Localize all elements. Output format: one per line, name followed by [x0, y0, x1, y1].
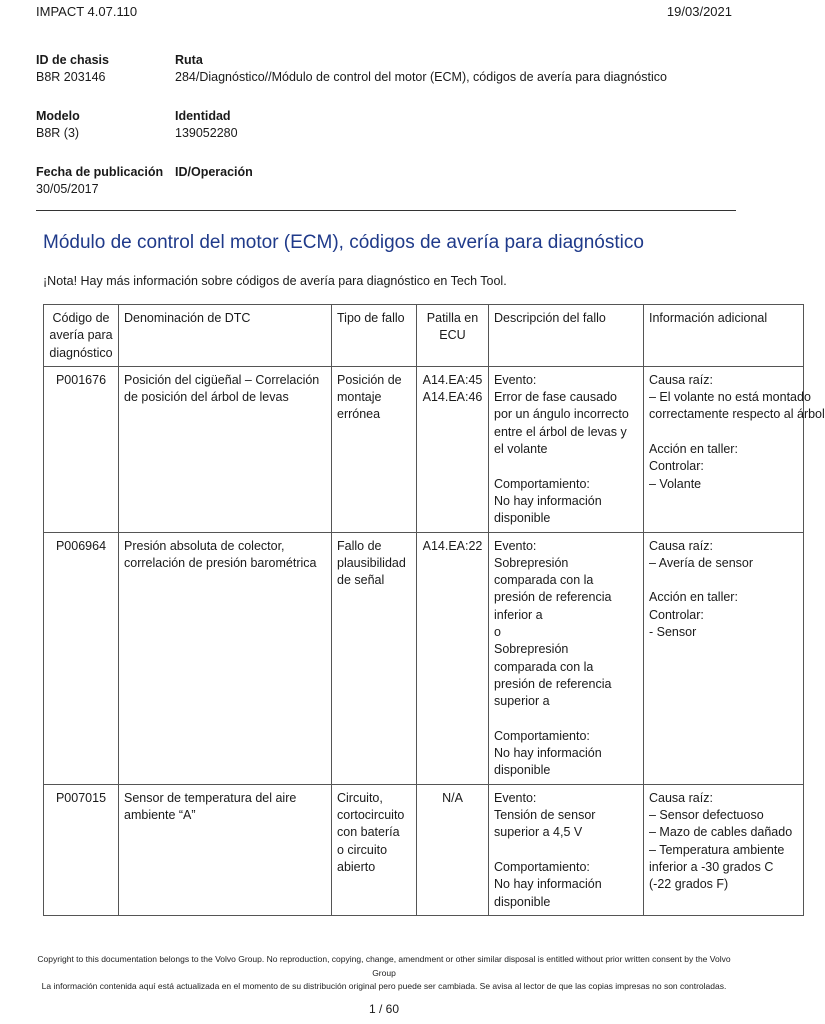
cell-line: Acción en taller:: [649, 590, 738, 605]
cell-line: Sobrepresión: [494, 642, 569, 657]
cell-line: Evento:: [494, 538, 537, 553]
cell-line: Causa raíz:: [649, 538, 713, 553]
cell-line: – El volante no está montado: [649, 390, 811, 405]
table-row: [44, 366, 804, 532]
cell-line: el volante: [494, 442, 548, 457]
header-fault-description: [489, 305, 644, 367]
cell-line: A14.EA:45: [422, 372, 483, 387]
page-title: Módulo de control del motor (ECM), códigos de avería para diagnóstico: [43, 232, 644, 253]
cell-line: Tipo de fallo: [337, 311, 405, 325]
cell-line: Causa raíz:: [649, 372, 713, 387]
dtc-code-cell: [44, 532, 119, 784]
page-number: 1 / 60: [368, 1002, 400, 1016]
cell-line: Posición del cigüeñal – Correlación: [124, 372, 320, 387]
metadata-publication-date: [36, 164, 163, 198]
cell-line: (-22 grados F): [649, 877, 729, 892]
fault-type-cell: [332, 532, 417, 784]
additional-info-cell: [644, 784, 804, 915]
metadata-value: 30/05/2017: [36, 182, 99, 196]
cell-line: P007015: [55, 790, 107, 805]
cell-line: A14.EA:22: [422, 538, 483, 553]
cell-line: Sobrepresión: [494, 555, 569, 570]
header-fault-type: [332, 305, 417, 367]
cell-line: o: [494, 625, 501, 640]
cell-line: P006964: [55, 538, 107, 553]
cell-line: Circuito,: [337, 790, 383, 805]
blank-line: [494, 711, 638, 728]
table-body: [44, 366, 825, 915]
cell-line: Controlar:: [649, 459, 704, 474]
cell-line: disponible: [494, 894, 551, 909]
cell-line: correctamente respecto al árbol: [649, 407, 825, 422]
dtc-name-cell: [119, 366, 332, 532]
metadata-route: [175, 52, 667, 86]
cell-line: Comportamiento:: [494, 476, 590, 491]
cell-line: abierto: [337, 859, 376, 874]
cell-line: comparada con la: [494, 573, 594, 588]
ecu-pin-cell: [417, 784, 489, 915]
cell-line: superior a 4,5 V: [494, 825, 583, 840]
disclaimer-text: La información contenida aquí está actualizada en el momento de su distribución original pero puede ser cambiada. Se avisa al lector de que las copias impresas no son controladas.: [41, 981, 727, 991]
fault-type-cell: [332, 366, 417, 532]
dtc-code-cell: [44, 784, 119, 915]
cell-line: P001676: [55, 372, 107, 387]
blank-line: [494, 842, 638, 859]
additional-info-cell: [644, 532, 804, 784]
cell-line: Causa raíz:: [649, 790, 713, 805]
cell-line: plausibilidad: [337, 555, 406, 570]
cell-line: Evento:: [494, 372, 537, 387]
cell-line: Comportamiento:: [494, 728, 590, 743]
fault-description-cell: [489, 784, 644, 915]
header-divider: [36, 210, 736, 211]
metadata-label: ID de chasis: [36, 53, 109, 67]
cell-line: errónea: [337, 407, 381, 422]
copyright-text: Copyright to this documentation belongs to the Volvo Group. No reproduction, copying, change, amendment or other similar disposal is entitled without prior written consent by the Volvo Group: [37, 954, 731, 978]
blank-line: [649, 572, 798, 589]
footer: [30, 953, 738, 994]
metadata-row: [36, 164, 736, 220]
cell-line: comparada con la: [494, 659, 594, 674]
dtc-name-cell: [119, 532, 332, 784]
cell-line: Error de fase causado: [494, 390, 617, 405]
document-metadata: [36, 52, 736, 220]
cell-line: por un ángulo incorrecto: [494, 407, 629, 422]
metadata-chassis: [36, 52, 109, 86]
cell-line: Sensor de temperatura del aire: [124, 790, 297, 805]
cell-line: ECU: [439, 328, 466, 343]
cell-line: superior a: [494, 694, 550, 709]
cell-line: – Mazo de cables dañado: [649, 825, 793, 840]
dtc-table: [43, 304, 825, 916]
metadata-identity: [175, 108, 238, 142]
print-date: 19/03/2021: [666, 4, 732, 19]
ecu-pin-cell: [417, 366, 489, 532]
cell-line: Fallo de: [337, 538, 382, 553]
cell-line: Presión absoluta de colector,: [124, 538, 285, 553]
cell-line: Patilla en: [426, 311, 479, 325]
cell-line: – Temperatura ambiente: [649, 842, 785, 857]
blank-line: [649, 424, 798, 441]
cell-line: – Sensor defectuoso: [649, 808, 764, 823]
fault-description-cell: [489, 366, 644, 532]
note-text: ¡Nota! Hay más información sobre códigos de avería para diagnóstico en Tech Tool.: [43, 274, 507, 288]
cell-line: presión de referencia: [494, 590, 612, 605]
cell-line: - Sensor: [649, 625, 697, 640]
ecu-pin-cell: [417, 532, 489, 784]
metadata-label: Ruta: [175, 53, 203, 67]
cell-line: Evento:: [494, 790, 537, 805]
cell-line: Denominación de DTC: [124, 311, 251, 325]
header-ecu-pin: [417, 305, 489, 367]
fault-description-cell: [489, 532, 644, 784]
cell-line: A14.EA:46: [422, 390, 483, 405]
cell-line: Tensión de sensor: [494, 808, 596, 823]
cell-line: inferior a: [494, 607, 543, 622]
header-dtc-name: [119, 305, 332, 367]
cell-line: avería para: [49, 328, 113, 343]
cell-line: ambiente “A”: [124, 808, 196, 823]
cell-line: No hay información: [494, 493, 602, 508]
metadata-label: ID/Operación: [175, 165, 253, 179]
metadata-label: Modelo: [36, 109, 80, 123]
cell-line: o circuito: [337, 842, 388, 857]
dtc-table-container[interactable]: [43, 304, 825, 909]
cell-line: Acción en taller:: [649, 442, 738, 457]
cell-line: cortocircuito: [337, 808, 405, 823]
app-version: IMPACT 4.07.110: [36, 4, 138, 19]
dtc-code-cell: [44, 366, 119, 532]
cell-line: de señal: [337, 573, 385, 588]
fault-type-cell: [332, 784, 417, 915]
cell-line: N/A: [442, 790, 463, 805]
cell-line: disponible: [494, 511, 551, 526]
cell-line: Código de: [52, 311, 110, 325]
table-row: [44, 532, 804, 784]
additional-info-cell: [644, 366, 825, 532]
cell-line: Información adicional: [649, 311, 768, 325]
cell-line: – Volante: [649, 476, 702, 491]
cell-line: entre el árbol de levas y: [494, 424, 627, 439]
metadata-label: Fecha de publicación: [36, 165, 164, 179]
blank-line: [494, 458, 638, 475]
cell-line: presión de referencia: [494, 676, 612, 691]
cell-line: montaje: [337, 390, 382, 405]
cell-line: diagnóstico: [49, 345, 113, 360]
metadata-model: [36, 108, 80, 142]
metadata-value: 139052280: [175, 126, 238, 140]
header-code: [44, 305, 119, 367]
cell-line: Controlar:: [649, 607, 704, 622]
metadata-row: [36, 52, 736, 108]
cell-line: con batería: [337, 825, 400, 840]
metadata-value: 284/Diagnóstico//Módulo de control del motor (ECM), códigos de avería para diagnóstico: [175, 70, 667, 84]
metadata-value: B8R (3): [36, 126, 80, 140]
cell-line: inferior a -30 grados C: [649, 859, 774, 874]
header-additional-info: [644, 305, 804, 367]
table-row: [44, 784, 804, 915]
cell-line: No hay información: [494, 746, 602, 761]
metadata-value: B8R 203146: [36, 70, 106, 84]
table-header-row: [44, 305, 804, 367]
metadata-operation-id: [175, 164, 253, 181]
dtc-name-cell: [119, 784, 332, 915]
cell-line: disponible: [494, 763, 551, 778]
cell-line: – Avería de sensor: [649, 555, 754, 570]
metadata-label: Identidad: [175, 109, 231, 123]
cell-line: No hay información: [494, 877, 602, 892]
metadata-row: [36, 108, 736, 164]
cell-line: correlación de presión barométrica: [124, 555, 317, 570]
cell-line: de posición del árbol de levas: [124, 390, 289, 405]
cell-line: Posición de: [337, 372, 402, 387]
cell-line: Comportamiento:: [494, 859, 590, 874]
cell-line: Descripción del fallo: [494, 311, 606, 325]
